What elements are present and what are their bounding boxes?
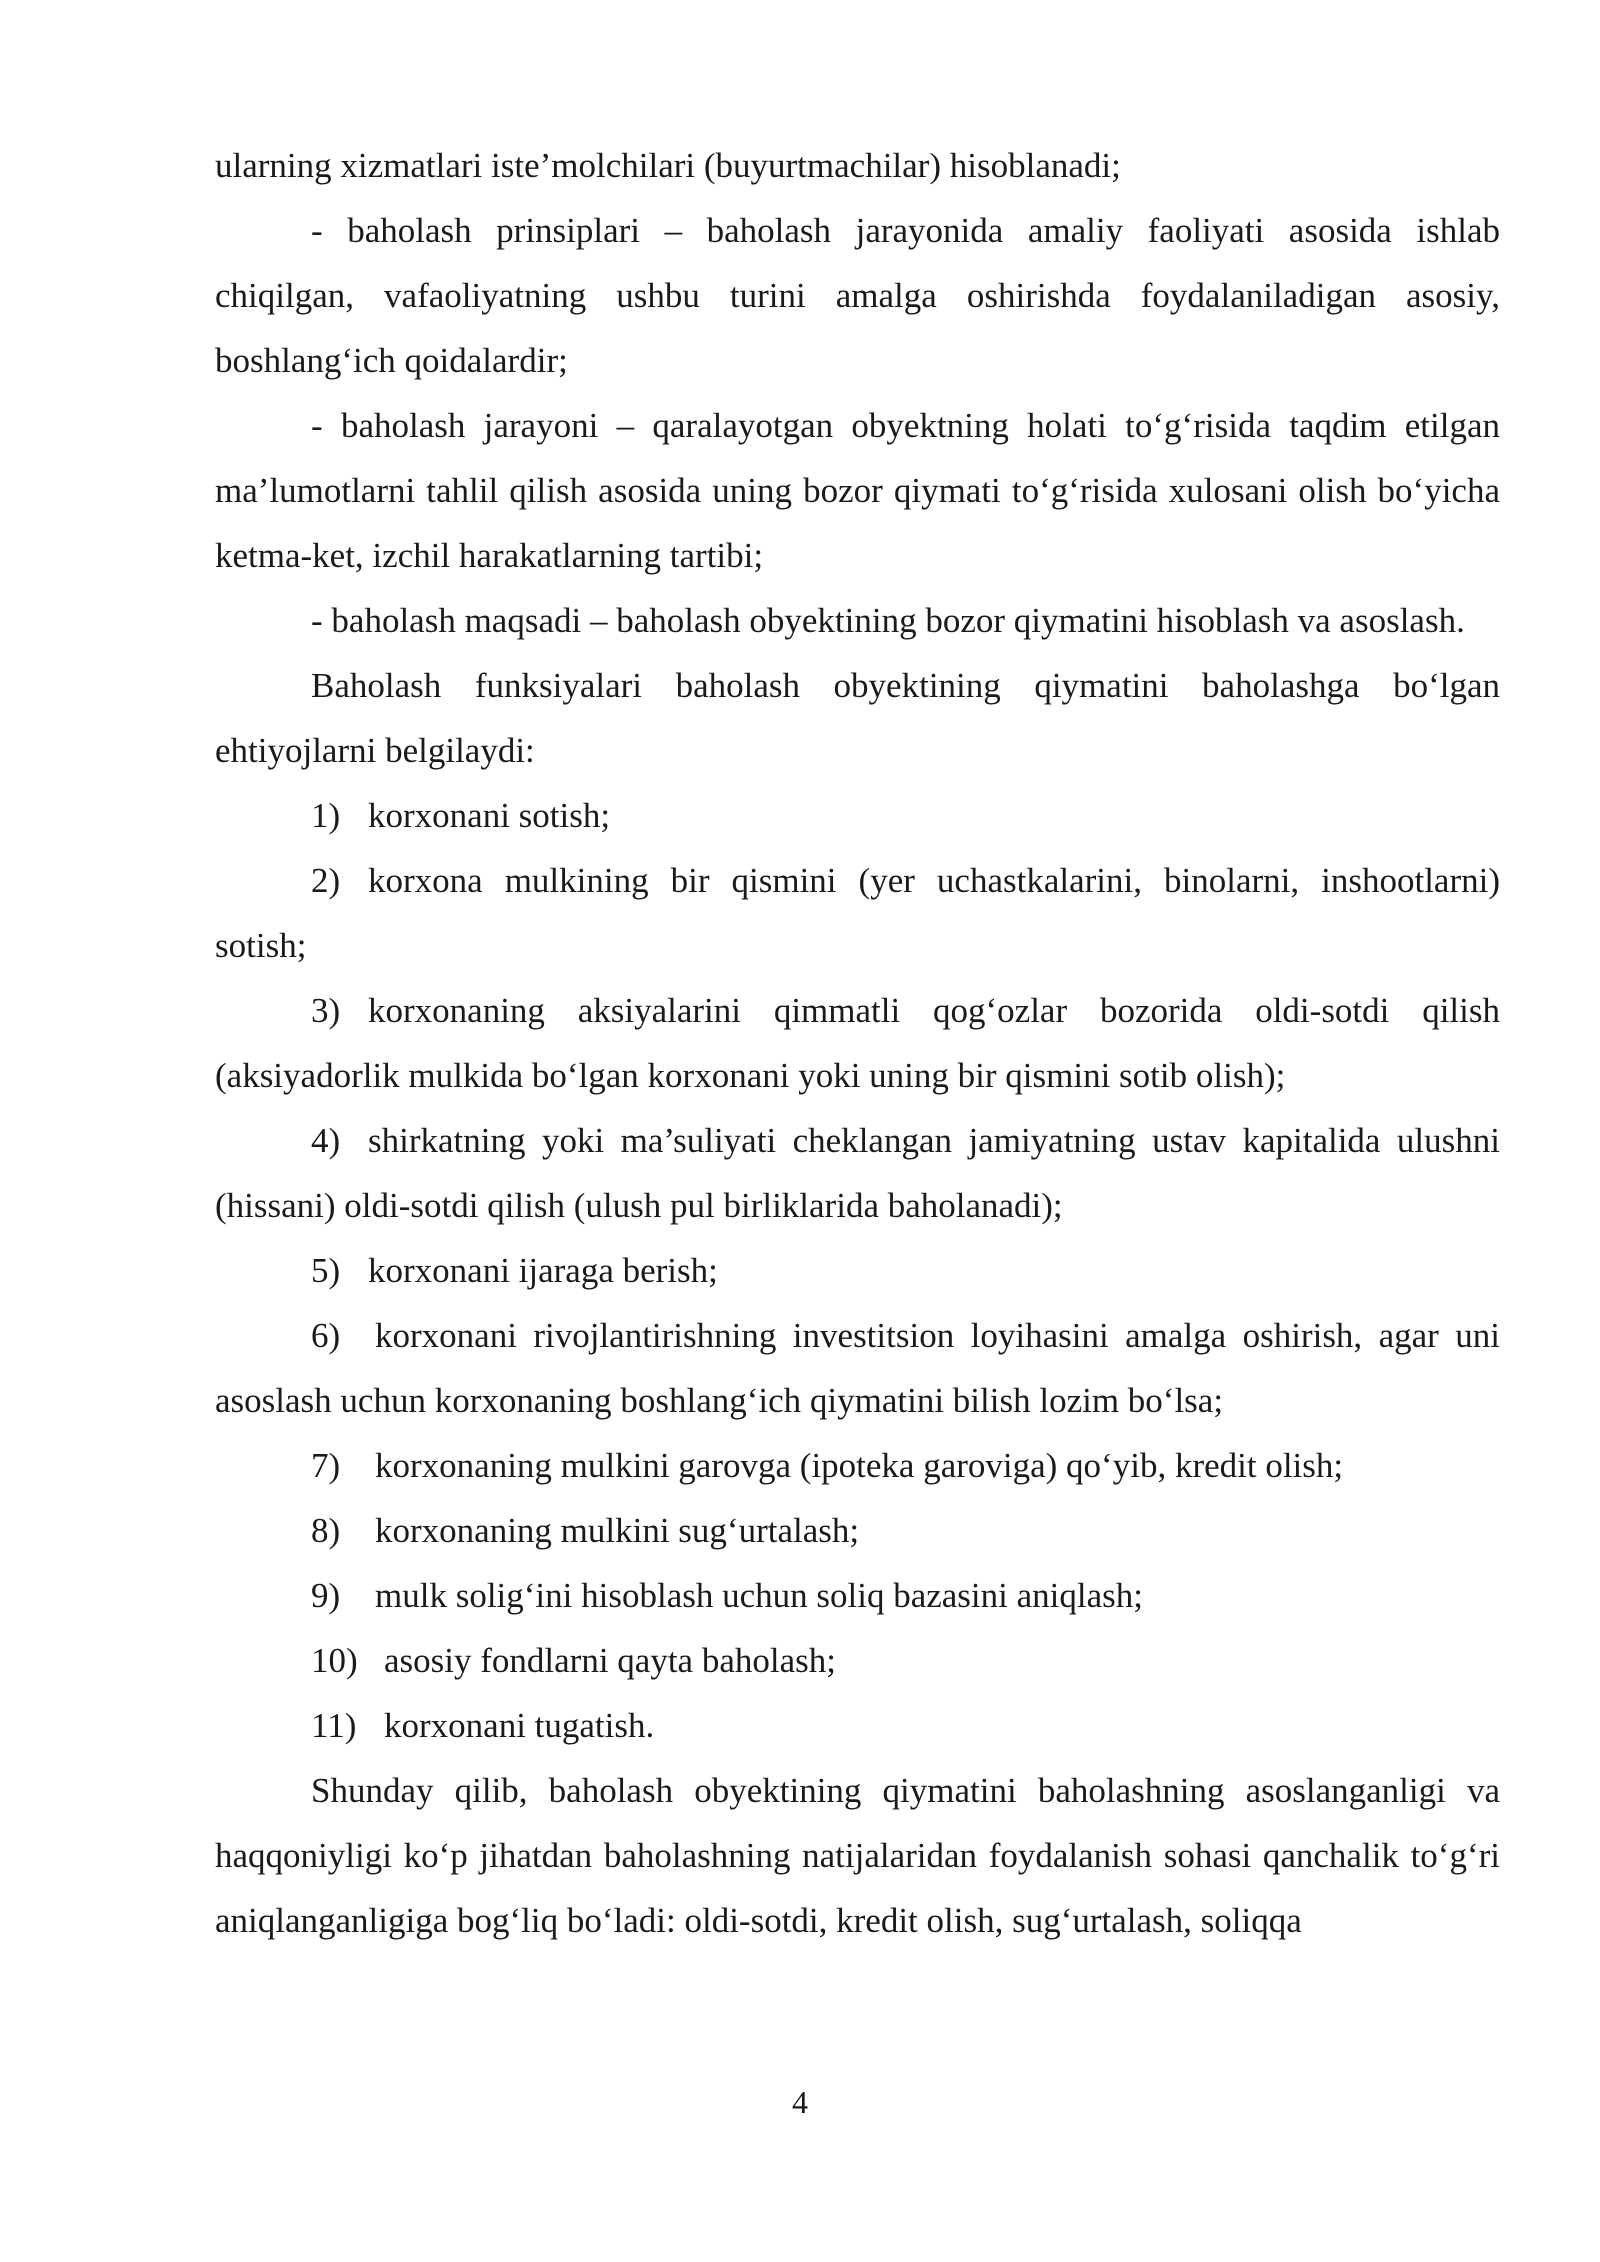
list-item-text: korxonani tugatish. [384, 1706, 655, 1745]
list-item-text: korxonani sotish; [368, 796, 611, 835]
list-item-text: shirkatning yoki ma’suliyati cheklangan jamiyatning ustav kapitalida ulushni (hissani) oldi-sotdi qilish (ulush pul birliklarida baholanadi); [215, 1121, 1500, 1225]
list-item-number: 7) [311, 1446, 341, 1485]
paragraph-definition-purpose: - baholash maqsadi – baholash obyektining bozor qiymatini hisoblash va asoslash. [311, 601, 1465, 640]
list-item [215, 1693, 1500, 1758]
list-item-number: 3) [311, 991, 341, 1030]
paragraph-definition-process: - baholash jarayoni – qaralayotgan obyektning holati to‘g‘risida taqdim etilgan ma’lumotlarni tahlil qilish asosida uning bozor qiymati to‘g‘risida xulosani olish bo‘yicha ketma-ket, izchil harakatlarning tartibi; [215, 406, 1500, 575]
list-item-text: korxonaning mulkini garovga (ipoteka garoviga) qo‘yib, kredit olish; [375, 1446, 1344, 1485]
list-item-text: korxonaning aksiyalarini qimmatli qog‘ozlar bozorida oldi-sotdi qilish (aksiyadorlik mulkida bo‘lgan korxonani yoki uning bir qismini sotib olish); [215, 991, 1500, 1095]
list-item [215, 1563, 1500, 1628]
list-item [215, 1303, 1500, 1433]
paragraph-functions-intro: Baholash funksiyalari baholash obyektining qiymatini baholashga bo‘lgan ehtiyojlarni belgilaydi: [215, 666, 1500, 770]
list-item [215, 1433, 1500, 1498]
list-item-number: 5) [311, 1251, 341, 1290]
list-item-text: korxonaning mulkini sug‘urtalash; [375, 1511, 860, 1550]
list-item-text: korxonani rivojlantirishning investitsion loyihasini amalga oshirish, agar uni asoslash uchun korxonaning boshlang‘ich qiymatini bilish lozim bo‘lsa; [215, 1316, 1500, 1420]
list-item-text: korxonani ijaraga berish; [368, 1251, 718, 1290]
list-item-number: 4) [311, 1121, 341, 1160]
list-item-number: 11) [311, 1706, 357, 1745]
paragraph-conclusion: Shunday qilib, baholash obyektining qiymatini baholashning asoslanganligi va haqqoniyligi ko‘p jihatdan baholashning natijalaridan foydalanish sohasi qanchalik to‘g‘ri aniqlanganligiga bog‘liq bo‘ladi: oldi-sotdi, kredit olish, sug‘urtalash, soliqqa [215, 1771, 1500, 1940]
list-item-number: 2) [311, 861, 341, 900]
list-item-text: korxona mulkining bir qismini (yer uchastkalarini, binolarni, inshootlarni) sotish; [215, 861, 1500, 965]
list-item-number: 6) [311, 1316, 341, 1355]
list-item [215, 783, 1500, 848]
list-item [215, 848, 1500, 978]
list-item-text: asosiy fondlarni qayta baholash; [384, 1641, 836, 1680]
document-body [215, 133, 1500, 1953]
list-item-number: 10) [311, 1641, 358, 1680]
list-item [215, 1628, 1500, 1693]
list-item-text: mulk solig‘ini hisoblash uchun soliq bazasini aniqlash; [375, 1576, 1143, 1615]
paragraph-continuation: ularning xizmatlari iste’molchilari (buyurtmachilar) hisoblanadi; [215, 146, 1121, 185]
list-item [215, 1498, 1500, 1563]
list-item [215, 1108, 1500, 1238]
paragraph-definition-principles: - baholash prinsiplari – baholash jarayonida amaliy faoliyati asosida ishlab chiqilgan, vafaoliyatning ushbu turini amalga oshirishda foydalaniladigan asosiy, boshlang‘ich qoidalardir; [215, 211, 1500, 380]
list-item-number: 1) [311, 796, 341, 835]
page-number: 4 [792, 2084, 808, 2120]
list-item-number: 9) [311, 1576, 341, 1615]
list-item-number: 8) [311, 1511, 341, 1550]
list-item [215, 1238, 1500, 1303]
list-item [215, 978, 1500, 1108]
